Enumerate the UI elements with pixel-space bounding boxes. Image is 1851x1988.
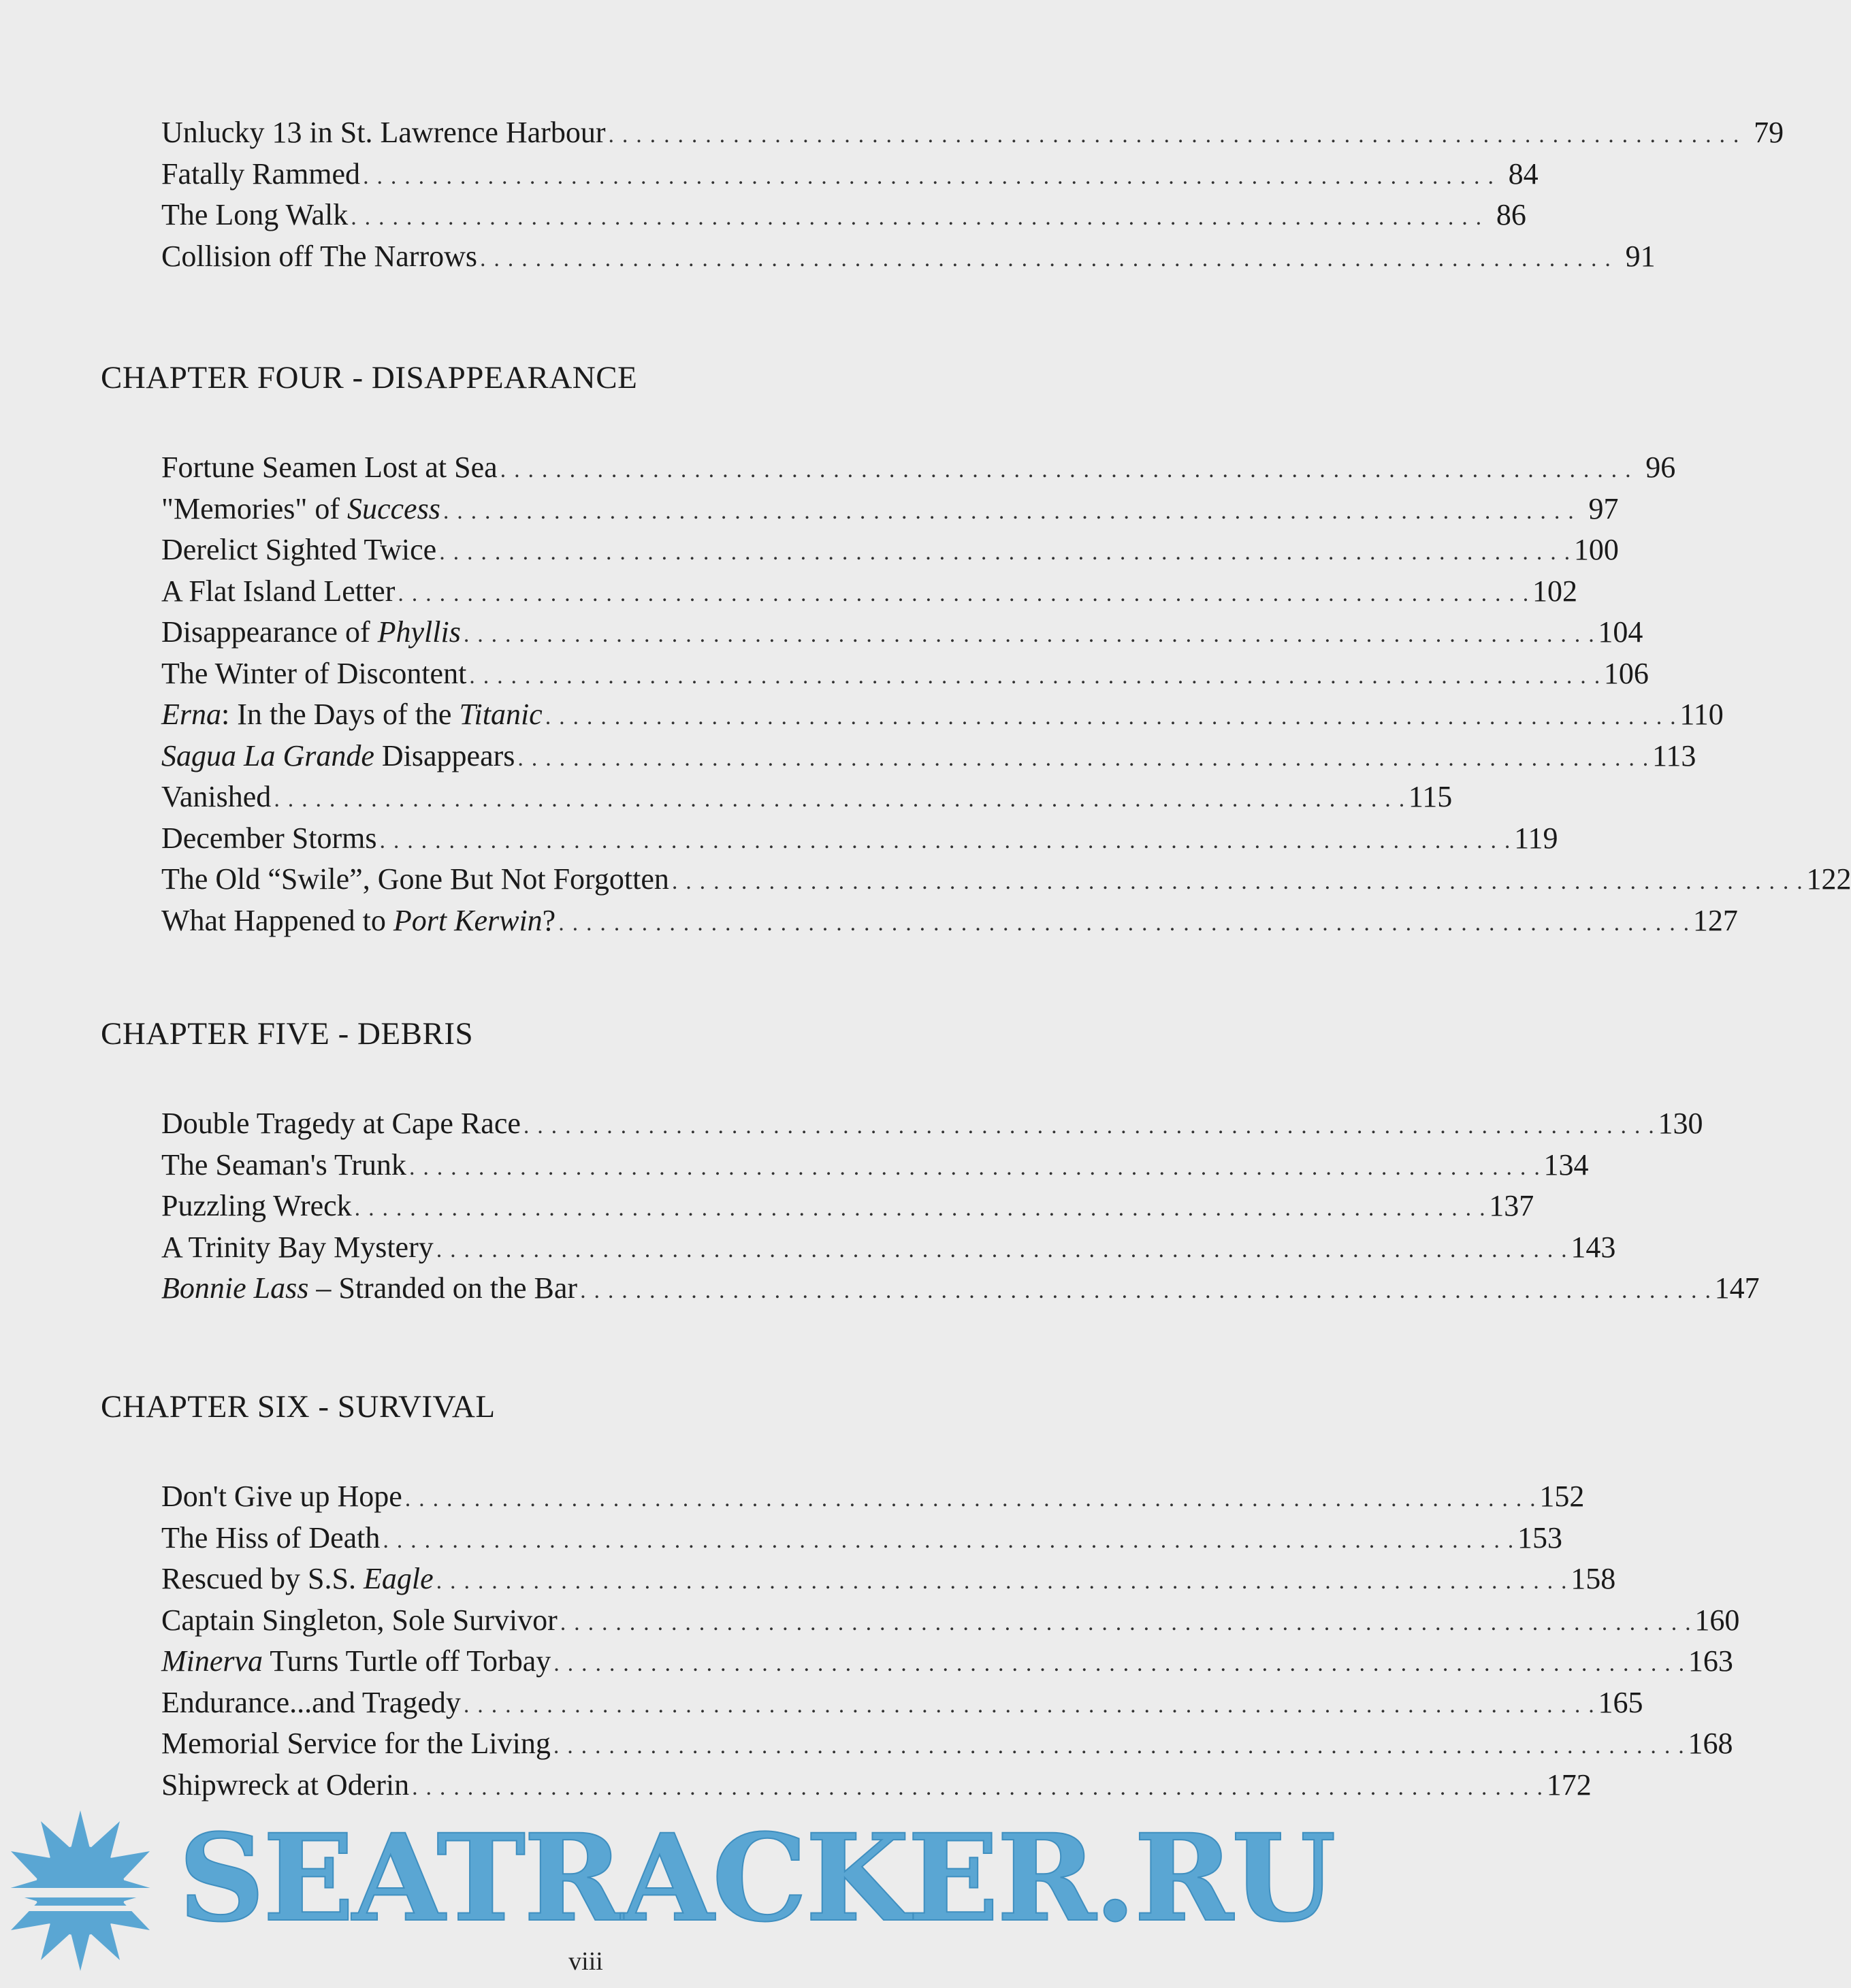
entry-title-text: Vanished	[161, 780, 272, 813]
entry-title-text: Endurance...and Tragedy	[161, 1685, 461, 1719]
entry-page-number: 152	[1539, 1480, 1585, 1513]
toc-entry	[161, 694, 1724, 736]
dot-leader	[439, 532, 1571, 574]
chapter-six-entries	[161, 1476, 1740, 1806]
entry-title-italic: Sagua La Grande	[161, 738, 374, 772]
entry-title-text: Disappearance of	[161, 615, 378, 649]
entry-title-text: – Stranded on the Bar	[308, 1271, 578, 1305]
entry-page-number: 119	[1514, 821, 1558, 855]
entry-title-text: ?	[542, 903, 556, 937]
dot-leader	[580, 1271, 1712, 1312]
dot-leader	[355, 1188, 1487, 1230]
entry-page-number: 158	[1571, 1562, 1616, 1595]
entry-title-text: The Long Walk	[161, 198, 349, 231]
toc-entry	[161, 1476, 1585, 1518]
dot-leader	[524, 1106, 1656, 1147]
toc-entry	[161, 1103, 1703, 1145]
entry-page-number: 79	[1754, 116, 1784, 149]
entry-title-italic: Titanic	[459, 698, 543, 731]
watermark-text: SEATRACKER.RU	[178, 1808, 1334, 1949]
entry-title	[161, 1186, 352, 1227]
dot-leader	[412, 1767, 1544, 1809]
entry-page-number: 97	[1588, 491, 1619, 525]
entry-title-text: Unlucky 13 in St. Lawrence Harbour	[161, 116, 606, 149]
entry-title-text: A Flat Island Letter	[161, 574, 396, 608]
entry-title	[161, 154, 360, 195]
toc-entry	[161, 1723, 1733, 1765]
entry-title	[161, 112, 605, 154]
entry-title-italic: Port Kerwin	[393, 903, 543, 937]
entry-page-number: 96	[1645, 451, 1676, 484]
entry-page-number: 147	[1714, 1271, 1760, 1305]
toc-entry	[161, 900, 1738, 942]
entry-title-text: Turns Turtle off Torbay	[263, 1644, 551, 1678]
entry-page-number: 172	[1546, 1767, 1592, 1802]
entry-title	[161, 1600, 558, 1642]
entry-title	[161, 1641, 551, 1682]
entry-title-text: Collision off The Narrows	[161, 239, 477, 273]
entry-page-number: 168	[1688, 1727, 1733, 1760]
toc-entry	[161, 653, 1649, 695]
toc-entry	[161, 1186, 1534, 1227]
entry-title-text: The Old “Swile”, Gone But Not Forgotten	[161, 862, 669, 896]
entry-title-text: "Memories" of	[161, 491, 347, 525]
entry-title-text: Shipwreck at Oderin	[161, 1767, 410, 1802]
toc-entry	[161, 612, 1643, 653]
entry-title-text: Fatally Rammed	[161, 157, 361, 191]
entry-title-text: Fortune Seamen Lost at Sea	[161, 451, 498, 484]
entry-title	[161, 489, 440, 530]
entry-title-text: Double Tragedy at Cape Race	[161, 1107, 521, 1140]
toc-entry	[161, 1518, 1562, 1559]
entry-title-text: The Seaman's Trunk	[161, 1147, 406, 1182]
entry-title-text: Captain Singleton, Sole Survivor	[161, 1603, 558, 1637]
dot-leader	[409, 1147, 1541, 1189]
entry-title	[161, 1103, 521, 1145]
entry-title	[161, 653, 466, 695]
toc-entry	[161, 1227, 1616, 1269]
toc-entry	[161, 529, 1619, 571]
entry-title-italic: Success	[347, 491, 440, 525]
entry-title	[161, 1145, 406, 1186]
entry-page-number: 102	[1532, 574, 1577, 608]
entry-title-text: Don't Give up Hope	[161, 1480, 402, 1513]
entry-page-number: 153	[1517, 1520, 1562, 1554]
dot-leader	[517, 738, 1649, 780]
entry-title-text: What Happened to	[161, 903, 393, 937]
dot-leader	[672, 862, 1804, 903]
chapter-four-heading: CHAPTER FOUR - DISAPPEARANCE	[101, 360, 638, 395]
entry-title	[161, 1227, 434, 1269]
entry-title	[161, 195, 348, 236]
entry-title	[161, 1682, 461, 1724]
dot-leader	[351, 197, 1483, 239]
toc-entry	[161, 1641, 1733, 1682]
entry-title-italic: Erna	[161, 698, 221, 731]
entry-title-text: Memorial Service for the Living	[161, 1727, 551, 1760]
toc-entry	[161, 112, 1784, 154]
toc-entry	[161, 154, 1539, 195]
entry-title	[161, 1268, 577, 1309]
dot-leader	[553, 1726, 1686, 1767]
chapter-four-entries	[161, 447, 1851, 941]
entry-title	[161, 571, 395, 613]
entry-page-number: 100	[1573, 533, 1619, 566]
entry-title-text: Disappears	[374, 738, 515, 772]
entry-title	[161, 736, 515, 777]
entry-title-text: Derelict Sighted Twice	[161, 533, 437, 566]
toc-entry	[161, 489, 1619, 530]
dot-leader	[363, 157, 1495, 198]
continued-entries	[161, 112, 1784, 277]
watermark	[0, 1808, 1334, 1949]
toc-entry	[161, 859, 1851, 900]
dot-leader	[553, 1644, 1686, 1685]
entry-page-number: 84	[1508, 157, 1539, 191]
entry-page-number: 122	[1806, 862, 1851, 896]
toc-entry	[161, 1559, 1616, 1600]
entry-page-number: 104	[1598, 615, 1643, 649]
entry-title	[161, 859, 669, 900]
page-number: viii	[568, 1947, 603, 1976]
toc-entry	[161, 1268, 1760, 1309]
entry-title-text: The Hiss of Death	[161, 1520, 381, 1554]
entry-title-text: A Trinity Bay Mystery	[161, 1230, 434, 1264]
toc-entry	[161, 236, 1656, 278]
entry-page-number: 106	[1603, 656, 1649, 690]
entry-page-number: 130	[1658, 1107, 1703, 1140]
entry-page-number: 163	[1688, 1644, 1733, 1678]
entry-page-number: 86	[1496, 198, 1526, 231]
dot-leader	[480, 239, 1612, 280]
entry-title	[161, 694, 543, 736]
toc-entry	[161, 1682, 1643, 1724]
dot-leader	[436, 1230, 1568, 1271]
entry-page-number: 110	[1679, 698, 1724, 731]
entry-title	[161, 818, 376, 860]
dot-leader	[500, 450, 1632, 491]
entry-page-number: 137	[1489, 1189, 1534, 1222]
dot-leader	[436, 1561, 1568, 1603]
entry-title-italic: Bonnie Lass	[161, 1271, 309, 1305]
entry-title	[161, 777, 271, 818]
chapter-five-heading: CHAPTER FIVE - DEBRIS	[101, 1016, 474, 1052]
dot-leader	[608, 115, 1740, 157]
dot-leader	[469, 656, 1601, 698]
entry-page-number: 113	[1652, 738, 1696, 772]
dot-leader	[560, 1603, 1692, 1644]
entry-title-italic: Eagle	[364, 1562, 434, 1595]
dot-leader	[398, 574, 1530, 615]
toc-entry	[161, 447, 1676, 489]
dot-leader	[379, 821, 1511, 862]
entry-title	[161, 236, 477, 278]
dot-leader	[464, 1685, 1596, 1727]
entry-title	[161, 1476, 402, 1518]
entry-page-number: 91	[1625, 239, 1656, 273]
entry-title	[161, 447, 498, 489]
entry-page-number: 134	[1543, 1147, 1589, 1182]
dot-leader	[558, 903, 1690, 945]
toc-entry	[161, 1145, 1589, 1186]
entry-page-number: 143	[1571, 1230, 1616, 1264]
toc-entry	[161, 736, 1696, 777]
entry-title-text: Puzzling Wreck	[161, 1189, 352, 1222]
entry-title-italic: Minerva	[161, 1644, 263, 1678]
entry-page-number: 127	[1692, 903, 1738, 937]
entry-page-number: 160	[1694, 1603, 1740, 1637]
entry-title	[161, 1723, 551, 1765]
dot-leader	[405, 1479, 1537, 1520]
entry-title	[161, 1765, 409, 1806]
toc-entry	[161, 195, 1526, 236]
toc-entry	[161, 571, 1577, 613]
entry-title	[161, 900, 556, 942]
dot-leader	[443, 491, 1575, 533]
dot-leader	[274, 779, 1406, 821]
dot-leader	[383, 1520, 1515, 1562]
entry-title	[161, 612, 461, 653]
toc-entry	[161, 777, 1453, 818]
chapter-five-entries	[161, 1103, 1760, 1309]
entry-title	[161, 1559, 434, 1600]
dot-leader	[545, 697, 1677, 738]
entry-title-text: The Winter of Discontent	[161, 656, 467, 690]
dot-leader	[464, 615, 1596, 656]
entry-page-number: 165	[1598, 1685, 1643, 1719]
entry-title-text: December Storms	[161, 821, 377, 855]
toc-entry	[161, 818, 1558, 860]
entry-title-text: Rescued by S.S.	[161, 1562, 364, 1595]
entry-title	[161, 1518, 380, 1559]
entry-title	[161, 529, 436, 571]
entry-page-number: 115	[1408, 780, 1453, 813]
toc-entry	[161, 1765, 1592, 1806]
entry-title-text: : In the Days of the	[221, 698, 460, 731]
toc-entry	[161, 1600, 1740, 1642]
chapter-six-heading: CHAPTER SIX - SURVIVAL	[101, 1389, 496, 1424]
entry-title-italic: Phyllis	[377, 615, 461, 649]
